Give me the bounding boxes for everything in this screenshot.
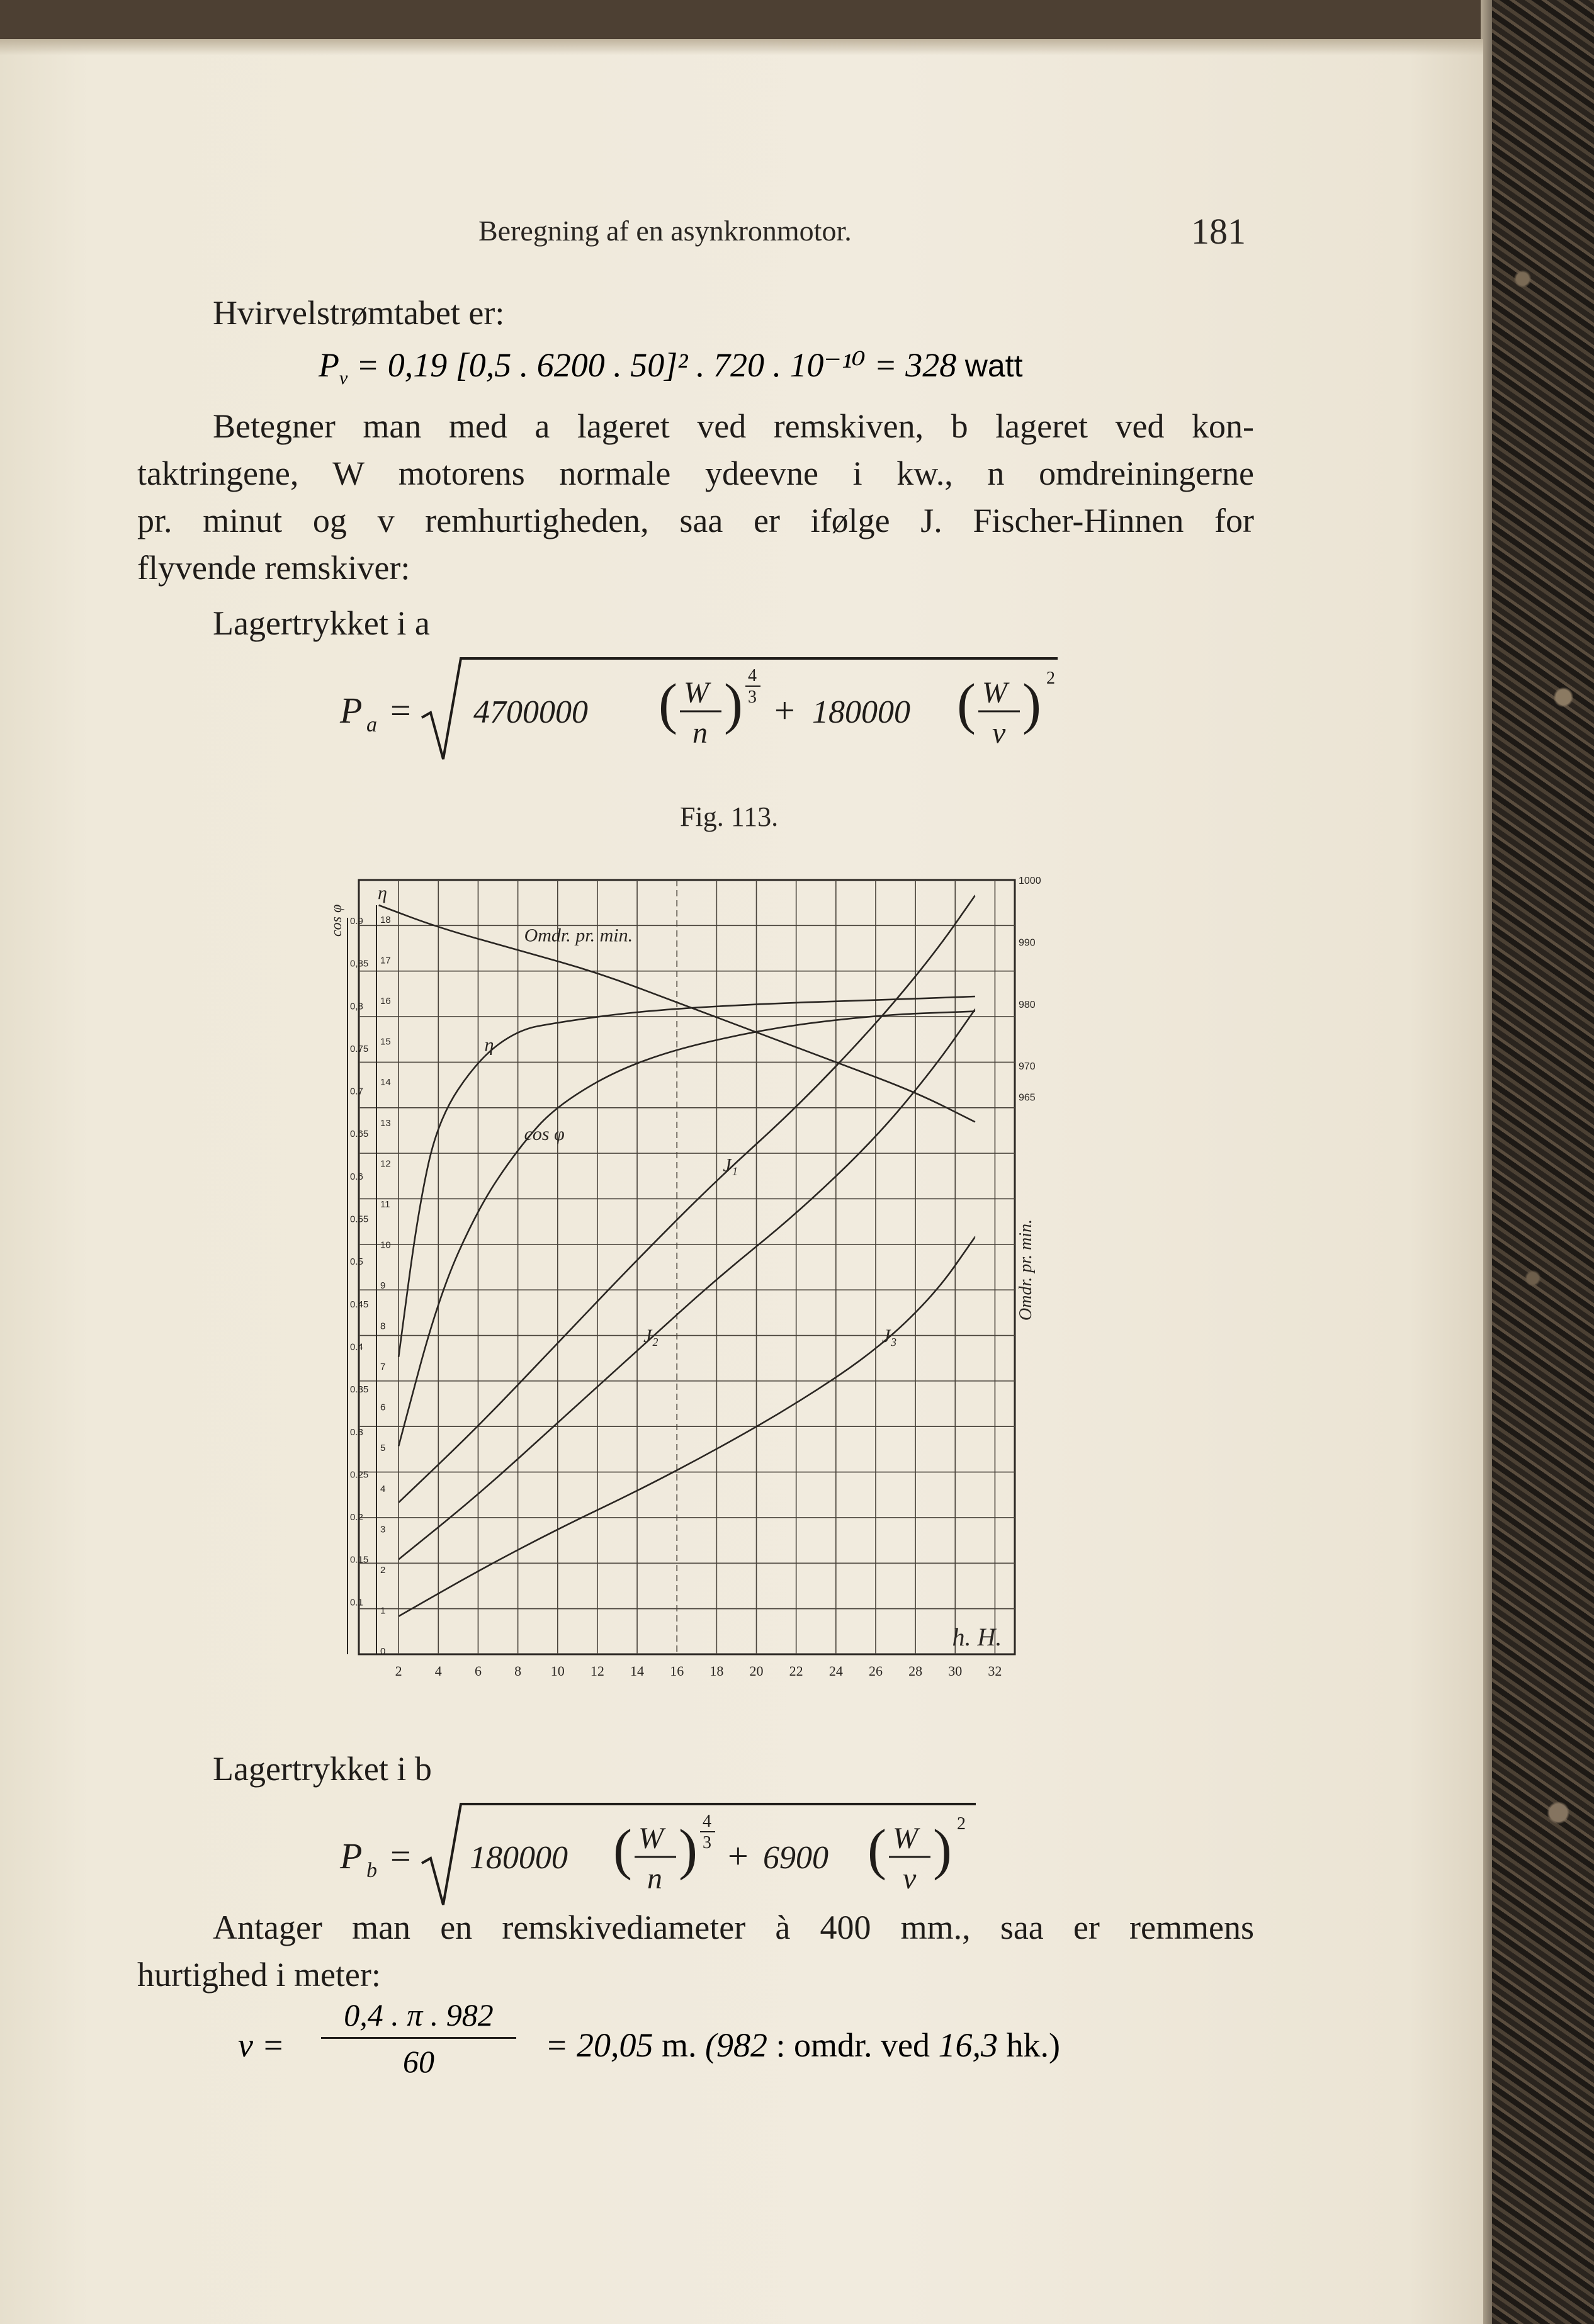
equals-sign: =	[390, 1836, 411, 1876]
performance-chart	[327, 862, 1070, 1687]
eta-tick-label: 0	[380, 1646, 386, 1657]
bearing-a-exp1-num: 4	[748, 666, 757, 685]
paren-open: (	[868, 1819, 886, 1881]
equals-sign: =	[390, 690, 411, 731]
eta-tick-label: 5	[380, 1443, 386, 1454]
paren-close: )	[1022, 673, 1041, 735]
eta-tick-label: 8	[380, 1321, 386, 1332]
paren-close: )	[724, 673, 743, 735]
plus-sign: +	[728, 1836, 749, 1876]
series-label: J₂	[643, 1325, 659, 1346]
eta-tick-label: 12	[380, 1158, 391, 1170]
x-tick-label: 12	[590, 1663, 604, 1679]
cos-phi-tick-label: 0.15	[350, 1554, 369, 1565]
paren-open: (	[957, 673, 976, 735]
x-tick-label: 22	[789, 1663, 803, 1679]
x-tick-label: 2	[395, 1663, 402, 1679]
paragraph1-line: flyvende remskiver:	[137, 549, 410, 587]
bearing-b-den1: n	[647, 1862, 662, 1895]
bearing-b-den2: v	[903, 1862, 917, 1895]
eddy-formula-rhs: = 0,19 [0,5 . 6200 . 50]² . 720 . 10⁻¹⁰ = 328	[348, 346, 957, 384]
bearing-b-formula	[327, 1794, 1020, 1914]
speed-lhs: v	[238, 2026, 253, 2064]
bearing-a-den1: n	[692, 716, 708, 750]
speed-result: 20,05	[576, 2026, 653, 2064]
bearing-b-exp2: 2	[957, 1814, 966, 1834]
bearing-a-num1: W	[684, 676, 709, 709]
bearing-a-coef2: 180000	[812, 694, 910, 730]
eta-tick-label: 15	[380, 1036, 391, 1047]
bearing-b-coef1: 180000	[470, 1840, 568, 1876]
x-tick-label: 32	[988, 1663, 1002, 1679]
cos-phi-tick-label: 0.5	[350, 1256, 363, 1268]
eta-tick-label: 18	[380, 915, 391, 925]
eta-tick-label: 16	[380, 996, 391, 1007]
series-label: J₃	[881, 1325, 897, 1346]
bearing-a-formula	[327, 648, 1095, 768]
speed-numerator: 0,4 . π . 982	[344, 1997, 494, 2033]
x-tick-label: 16	[670, 1663, 684, 1679]
eta-axis-label: η	[378, 883, 387, 903]
eta-tick-label: 17	[380, 955, 391, 966]
rpm-axis-label: Omdr. pr. min.	[1016, 1219, 1036, 1321]
cos-phi-tick-label: 0.1	[350, 1597, 363, 1608]
bearing-a-exp1-den: 3	[748, 687, 757, 707]
x-tick-label: 26	[868, 1663, 883, 1679]
eta-tick-label: 14	[380, 1077, 391, 1088]
bearing-b-num1: W	[638, 1822, 664, 1855]
cos-phi-tick-label: 0.75	[350, 1043, 369, 1054]
eddy-formula	[319, 345, 1022, 389]
cos-phi-tick-label: 0.45	[350, 1299, 369, 1310]
bearing-a-coef1: 4700000	[473, 694, 588, 730]
bearing-a-label: Lagertrykket i a	[213, 604, 430, 642]
paren-open: (	[613, 1819, 632, 1881]
x-tick-label: 30	[948, 1663, 963, 1679]
cos-phi-tick-label: 0.2	[350, 1512, 363, 1523]
x-axis-label: h. H.	[952, 1623, 1002, 1651]
x-tick-label: 14	[630, 1663, 645, 1679]
bearing-b-exp1-den: 3	[703, 1833, 711, 1853]
paragraph1-line: taktringene, W motorens normale ydeevne i kw., n omdreiningerne	[137, 454, 1254, 492]
paren-open: (	[659, 673, 677, 735]
plot-frame	[359, 880, 1015, 1654]
bearing-b-num2: W	[893, 1822, 918, 1855]
bearing-b-sub: b	[366, 1859, 377, 1882]
eta-tick-label: 10	[380, 1239, 391, 1251]
book-top-edge	[0, 0, 1492, 44]
rpm-tick-label: 965	[1019, 1092, 1036, 1103]
figure-caption: Fig. 113.	[680, 801, 779, 832]
bearing-a-num2: W	[982, 676, 1007, 709]
eddy-formula-lhs: P	[319, 346, 339, 384]
eta-tick-label: 2	[380, 1564, 386, 1576]
speed-fraction-bar	[321, 2037, 516, 2039]
page-number: 181	[1191, 211, 1246, 252]
series-line	[398, 1009, 975, 1559]
series-label: Omdr. pr. min.	[524, 925, 633, 946]
rpm-tick-label: 1000	[1019, 876, 1041, 886]
speed-note-unit: hk.	[1006, 2026, 1049, 2064]
running-title: Beregning af en asynkronmotor.	[478, 215, 852, 247]
bearing-b-exp1-num: 4	[703, 1812, 711, 1831]
series-label: J₁	[723, 1154, 738, 1176]
book-cover	[1492, 0, 1594, 2324]
eddy-formula-sub: v	[339, 367, 348, 388]
cos-phi-tick-label: 0.65	[350, 1129, 369, 1140]
x-tick-label: 28	[908, 1663, 923, 1679]
bearing-a-lhs: P	[340, 690, 363, 731]
cos-phi-tick-label: 0,8	[350, 1001, 363, 1012]
series-label: η	[484, 1034, 494, 1056]
bearing-b-lhs: P	[340, 1836, 363, 1876]
cos-phi-tick-label: 0.25	[350, 1469, 369, 1481]
eta-tick-label: 4	[380, 1483, 386, 1494]
speed-result-group: = 20,05 m. (982 : omdr. ved 16,3 hk.)	[545, 2026, 1060, 2064]
eta-tick-label: 11	[380, 1199, 390, 1210]
x-tick-label: 6	[474, 1663, 482, 1679]
paragraph1-line: Betegner man med a lageret ved remskiven, b lageret ved kon-	[213, 407, 1254, 445]
bearing-a-exp2: 2	[1046, 668, 1055, 688]
cos-phi-tick-label: 0.7	[350, 1086, 363, 1097]
x-tick-label: 24	[828, 1663, 843, 1679]
cos-phi-axis-label: cos φ	[329, 904, 345, 937]
speed-lhs-group: v =	[238, 2026, 285, 2064]
paren-close: )	[933, 1819, 952, 1881]
eta-tick-label: 9	[380, 1280, 386, 1291]
speed-note-text: omdr. ved	[793, 2026, 930, 2064]
x-tick-label: 20	[749, 1663, 764, 1679]
bearing-a-den2: v	[992, 716, 1006, 750]
eta-tick-label: 1	[380, 1605, 386, 1616]
x-tick-label: 4	[434, 1663, 442, 1679]
bearing-b-coef2: 6900	[763, 1840, 828, 1876]
x-tick-label: 10	[550, 1663, 565, 1679]
rpm-tick-label: 990	[1019, 937, 1036, 949]
cos-phi-tick-label: 0.3	[350, 1426, 363, 1438]
cos-phi-tick-label: 0.35	[350, 1384, 369, 1396]
cos-phi-tick-label: 0.6	[350, 1171, 363, 1182]
bearing-a-sub: a	[366, 713, 377, 736]
speed-note-value: 982	[716, 2026, 767, 2064]
eta-tick-label: 3	[380, 1524, 386, 1535]
eta-tick-label: 6	[380, 1402, 386, 1413]
cos-phi-tick-label: 0,85	[350, 958, 369, 969]
speed-note-power: 16,3	[938, 2026, 998, 2064]
cos-phi-tick-label: 0.4	[350, 1341, 363, 1353]
series-label: cos φ	[524, 1124, 565, 1145]
eta-tick-label: 13	[380, 1117, 391, 1129]
bearing-b-label: Lagertrykket i b	[213, 1750, 432, 1788]
paren-close: )	[679, 1819, 698, 1881]
paragraph2-line: hurtighed i meter:	[137, 1956, 381, 1994]
speed-denominator: 60	[403, 2044, 434, 2079]
paragraph1-line: pr. minut og v remhurtigheden, saa er ifølge J. Fischer-Hinnen for	[137, 502, 1254, 539]
x-tick-label: 8	[514, 1663, 522, 1679]
speed-result-unit: m.	[661, 2026, 697, 2064]
eddy-intro: Hvirvelstrømtabet er:	[213, 294, 505, 332]
cos-phi-tick-label: 0.55	[350, 1214, 369, 1225]
plus-sign: +	[774, 690, 795, 731]
rpm-tick-label: 980	[1019, 999, 1036, 1010]
paragraph2-line: Antager man en remskivediameter à 400 mm., saa er remmens	[213, 1909, 1254, 1946]
rpm-tick-label: 970	[1019, 1061, 1036, 1073]
cos-phi-tick-label: 0.9	[350, 916, 363, 927]
page-shadow	[0, 39, 1483, 55]
x-tick-label: 18	[709, 1663, 724, 1679]
eta-tick-label: 7	[380, 1362, 386, 1373]
eddy-formula-unit: watt	[964, 348, 1023, 383]
